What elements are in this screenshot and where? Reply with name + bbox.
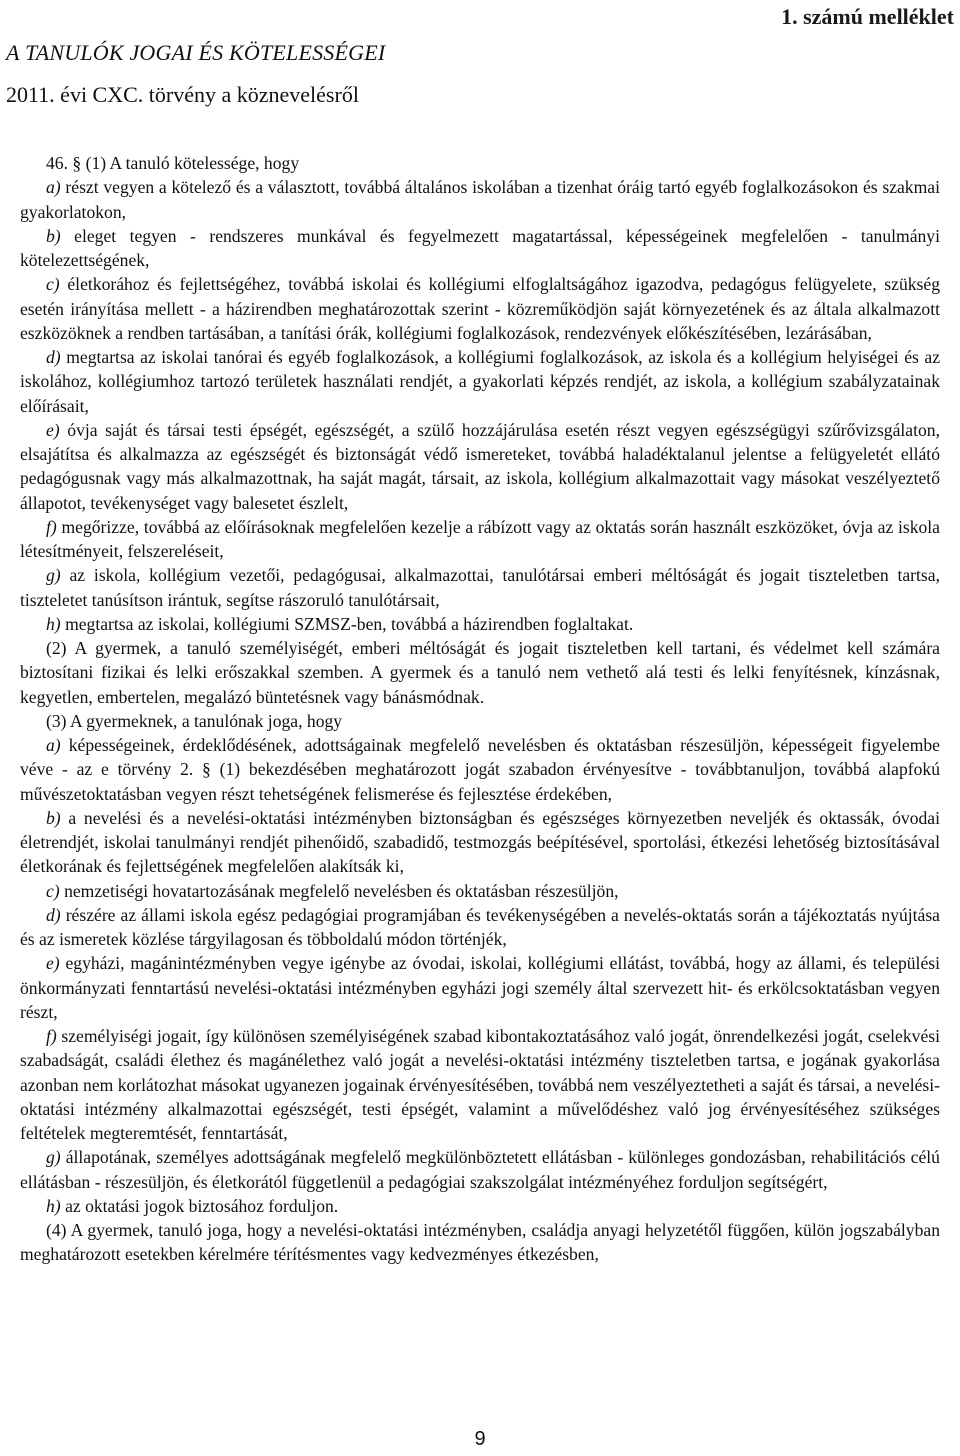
item-label: g): [46, 565, 61, 586]
list-item: [20, 903, 940, 952]
paragraph-2: (2) A gyermek, a tanuló személyiségét, emberi méltóságát és jogait tiszteletben kell tartani, és védelmet kell számára biztosítani fizikai és lelki erőszakkal szemben. A gyermek és a tanuló nem vethető alá testi és lelki fenyítésnek, kínzásnak, kegyetlen, embertelen, megalázó büntetésnek vagy bánásmódnak.: [20, 638, 940, 707]
item-text: képességeinek, érdeklődésének, adottságainak megfelelő nevelésben és oktatásban részesüljön, képességeit figyelembe véve - az e törvény 2. § (1) bekezdésében meghatározott jogát szabadon érvényesítve - továbbtanuljon, továbbá alapfokú művészetoktatásban vegyen részt tehetségének felismerése és fejlesztése érdekében,: [20, 735, 940, 804]
item-label: f): [46, 516, 57, 537]
list-item: [20, 515, 940, 564]
item-label: h): [46, 613, 61, 634]
list-item: [20, 224, 940, 273]
list-item: [20, 951, 940, 1024]
list-item: [20, 1145, 940, 1194]
item-label: e): [46, 419, 60, 440]
paragraph-3-intro: (3) A gyermeknek, a tanulónak joga, hogy: [46, 710, 343, 731]
document-title: A TANULÓK JOGAI ÉS KÖTELESSÉGEI: [6, 40, 386, 65]
item-text: a nevelési és a nevelési-oktatási intézményben biztonságban és egészséges környezetben neveljék és oktassák, óvodai életrendjét, iskolai tanulmányi rendjét pihenőidő, szabadidő, testmozgás beépítésével, sportolási, étkezési lehetőség biztosításával életkorának és fejlettségének megfelelően alakítsák ki,: [20, 807, 940, 877]
list-item: [20, 345, 940, 418]
list-item: [20, 733, 940, 806]
page-number: 9: [474, 1428, 486, 1450]
item-text: nemzetiségi hovatartozásának megfelelő nevelésben és oktatásban részesüljön,: [64, 880, 619, 901]
item-text: óvja saját és társai testi épségét, egészségét, a szülő hozzájárulása esetén részt vegyen egészségügyi szűrővizsgálaton, elsajátítsa és alkalmazza az egészségét és biztonságát védő ismereteket, továbbá haladéktalanul jelentse a felügyeletét ellátó pedagógusnak vagy más alkalmazottnak, ha saját magát, társait, az iskola, kollégium alkalmazottait vagy másokat veszélyeztető állapotot, tevékenységet vagy balesetet észlelt,: [20, 419, 940, 513]
item-label: f): [46, 1026, 57, 1046]
list-item: [20, 612, 940, 636]
item-label: c): [46, 880, 60, 901]
list-item: [20, 175, 940, 224]
item-label: b): [46, 807, 61, 828]
item-label: h): [46, 1195, 61, 1216]
item-text: egyházi, magánintézményben vegye igénybe az óvodai, iskolai, kollégiumi ellátást, továbbá, hogy az állami, és települési önkormányzati fenntartású nevelési-oktatási intézményben egyházi jogi személy által szervezett hit- és erkölcsoktatásban vegyen részt,: [20, 953, 940, 1022]
item-label: a): [46, 177, 61, 198]
item-label: d): [46, 347, 61, 367]
item-text: megtartsa az iskolai, kollégiumi SZMSZ-ben, továbbá a házirendben foglaltakat.: [65, 613, 634, 634]
item-label: e): [46, 953, 60, 974]
item-text: életkorához és fejlettségéhez, továbbá iskolai és kollégiumi elfoglaltságához igazodva, pedagógus felügyelete, szükség esetén irányítása mellett - a házirendben meghatározottak szerint - közreműködjön saját környezetének és az általa alkalmazott eszközöknek a rendben tartásában, a tanítási órák, kollégiumi foglalkozások, rendezvények előkészítésében, lezárásában,: [20, 274, 940, 343]
item-text: részt vegyen a kötelező és a választott, továbbá általános iskolában a tizenhat óráig tartó egyéb foglalkozásokon és szakmai gyakorlatokon,: [20, 177, 940, 222]
paragraph-3-items: [20, 733, 940, 1218]
item-label: a): [46, 735, 61, 755]
item-text: megtartsa az iskolai tanórai és egyéb foglalkozások, a kollégiumi foglalkozások, az iskola és a kollégium helyiségei és az iskolához, kollégiumhoz tartozó területek használati rendjét, a gyakorlati képzés rendjét, az iskola, a kollégium szabályzatainak előírásait,: [20, 347, 941, 416]
item-text: megőrizze, továbbá az előírásoknak megfelelően kezelje a rábízott vagy az oktatás során használt eszközöket, óvja az iskola létesítményeit, felszereléseit,: [20, 516, 940, 561]
list-item: [20, 418, 940, 515]
list-item: [20, 272, 940, 345]
item-label: g): [46, 1147, 61, 1168]
annex-label: 1. számú melléklet: [781, 4, 954, 29]
paragraph-1-items: [20, 175, 940, 636]
item-label: c): [46, 274, 60, 295]
list-item: [20, 1024, 940, 1145]
item-label: d): [46, 904, 61, 925]
item-text: az iskola, kollégium vezetői, pedagógusai, alkalmazottai, tanulótársai emberi méltóságát és jogait tiszteletben tartsa, tiszteletet tanúsítson irántuk, segítse rászoruló tanulótársait,: [20, 565, 940, 610]
document-body: [20, 151, 940, 1267]
item-text: állapotának, személyes adottságának megfelelő megkülönböztetett ellátásban - különleges gondozásban, rehabilitációs célú ellátásban - részesüljön, és életkorától függetlenül a pedagógiai szakszolgálat intézményéhez forduljon segítségért,: [20, 1147, 940, 1192]
section-number: 46. §: [46, 153, 82, 173]
paragraph-1-intro: (1) A tanuló kötelessége, hogy: [85, 153, 300, 173]
list-item: [20, 879, 940, 903]
paragraph-4: (4) A gyermek, tanuló joga, hogy a nevelési-oktatási intézményben, családja anyagi helyzetétől függően, külön jogszabályban meghatározott esetekben kérelmére térítésmentes vagy kedvezményes étkezésben,: [20, 1220, 940, 1265]
document-subtitle: 2011. évi CXC. törvény a köznevelésről: [6, 82, 359, 107]
item-text: eleget tegyen - rendszeres munkával és fegyelmezett magatartással, képességeinek megfelelően - tanulmányi kötelezettségének,: [20, 225, 940, 270]
section-heading-paragraph: [20, 151, 940, 175]
item-text: az oktatási jogok biztosához forduljon.: [65, 1195, 339, 1216]
list-item: [20, 1194, 940, 1218]
item-text: személyiségi jogait, így különösen személyiségének szabad kibontakoztatásához való jogát, önrendelkezési jogát, cselekvési szabadságát, családi élethez és magánélethez való jogát a nevelési-oktatási intézmény tiszteletben tartsa, e jogának gyakorlása azonban nem korlátozhat másokat ugyanezen jogainak érvényesítésében, továbbá nem veszélyeztetheti a saját és társai, a nevelési-oktatási intézmény alkalmazottai egészségét, testi épségét, valamint a művelődéshez való jog érvényesítéséhez szükséges feltételek megteremtését, fenntartását,: [20, 1026, 940, 1143]
list-item: [20, 806, 940, 879]
list-item: [20, 563, 940, 612]
item-label: b): [46, 225, 61, 246]
item-text: részére az állami iskola egész pedagógiai programjában és tevékenységében a nevelés-oktatás során a tájékoztatás nyújtása és az ismeretek közlése tárgyilagosan és többoldalú módon történjék,: [20, 904, 940, 949]
